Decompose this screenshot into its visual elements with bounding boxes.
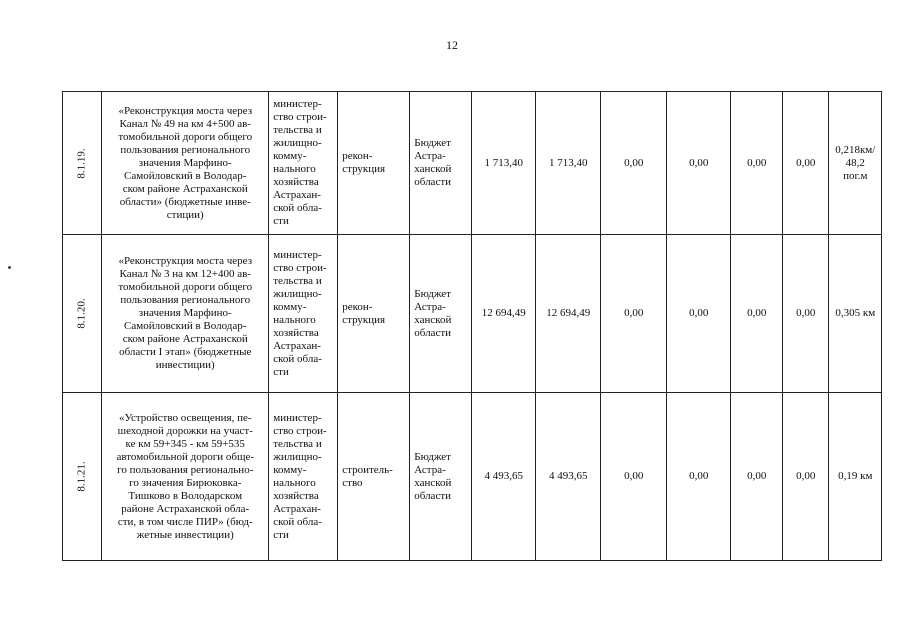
- organization-cell-line: нального: [273, 476, 316, 489]
- project-name-cell-line: томобильной дороги общего: [118, 130, 253, 143]
- work-type-cell-line: струкция: [342, 163, 386, 175]
- amount-zero-cell: 0,00: [783, 393, 829, 561]
- organization-cell-line: министер-: [273, 98, 322, 110]
- table-row: [63, 235, 882, 393]
- capacity-cell-line: пог.м: [843, 169, 868, 182]
- amount-year-cell: 1 713,40: [536, 92, 601, 235]
- project-name-cell: [102, 393, 269, 561]
- funding-source-cell-line: ханской: [414, 313, 452, 326]
- organization-cell-line: жилищно-: [273, 137, 322, 149]
- organization-cell-line: министер-: [273, 248, 322, 261]
- project-name-cell-line: стиции): [166, 208, 204, 221]
- capacity-cell-line: 0,305 км: [835, 307, 876, 319]
- table-row: [63, 393, 882, 561]
- amount-year-cell: 4 493,65: [536, 393, 601, 561]
- funding-source-cell-line: Бюджет: [414, 450, 451, 463]
- project-name-cell-line: шеходной дорожки на участ-: [117, 424, 253, 437]
- project-name-cell-line: томобильной дороги общего: [118, 281, 253, 293]
- work-type-cell: [338, 393, 410, 561]
- work-type-cell-line: строитель-: [342, 463, 393, 476]
- organization-cell-line: жилищно-: [273, 287, 322, 300]
- project-name-cell-line: области I этап» (бюджетные: [119, 346, 252, 358]
- organization-cell-line: ство строи-: [273, 111, 327, 123]
- project-name-cell-line: «Реконструкция моста через: [118, 255, 253, 267]
- work-type-cell: [338, 92, 410, 235]
- project-name-cell-line: пользования регионального: [120, 143, 251, 156]
- funding-source-cell-line: области: [414, 326, 452, 339]
- organization-cell-line: ство строи-: [273, 261, 327, 274]
- row-number: 8.1.19.: [75, 147, 88, 179]
- organization-cell-line: ство строи-: [273, 424, 327, 437]
- organization-cell-line: хозяйства: [273, 176, 319, 188]
- project-name-cell-line: Канал № 49 на км 4+500 ав-: [119, 117, 251, 130]
- project-name-cell-line: Самойловский в Володар-: [124, 320, 247, 332]
- organization-cell-line: тельства и: [273, 437, 322, 450]
- project-name-cell-line: жетные инвестиции): [136, 528, 234, 541]
- project-name-cell-line: ском районе Астраханской: [122, 182, 248, 195]
- funding-source-cell: [410, 235, 472, 393]
- organization-cell-line: нального: [273, 163, 316, 175]
- organization-cell-line: Астрахан-: [273, 502, 321, 515]
- project-name-cell-line: Канал № 3 на км 12+400 ав-: [119, 268, 251, 280]
- row-number: 8.1.20.: [75, 298, 88, 329]
- capacity-cell: [829, 393, 882, 561]
- organization-cell: [269, 393, 338, 561]
- amount-zero-cell: 0,00: [731, 92, 783, 235]
- funding-source-cell-line: Бюджет: [414, 137, 451, 149]
- amount-total-cell: 1 713,40: [472, 92, 536, 235]
- project-name-cell-line: «Устройство освещения, пе-: [118, 411, 252, 424]
- project-name-cell: [102, 92, 269, 235]
- work-type-cell-line: струкция: [342, 313, 386, 326]
- work-type-cell-line: рекон-: [342, 300, 373, 313]
- amount-year-cell: 12 694,49: [536, 235, 601, 393]
- organization-cell-line: сти: [273, 215, 289, 227]
- capacity-cell-line: 0,218км/: [835, 143, 876, 156]
- organization-cell-line: тельства и: [273, 274, 322, 287]
- organization-cell-line: сти: [273, 528, 289, 541]
- project-name-cell-line: ском районе Астраханской: [122, 333, 248, 345]
- project-name-cell: [102, 235, 269, 393]
- amount-zero-cell: 0,00: [601, 393, 667, 561]
- capacity-cell-line: 48,2: [845, 156, 865, 169]
- organization-cell: [269, 92, 338, 235]
- funding-source-cell-line: Астра-: [414, 300, 446, 313]
- funding-source-cell-line: ханской: [414, 476, 452, 489]
- organization-cell-line: ской обла-: [273, 352, 322, 365]
- amount-total-cell: 4 493,65: [472, 393, 536, 561]
- organization-cell-line: ской обла-: [273, 202, 322, 214]
- project-name-cell-line: инвестиции): [155, 359, 215, 371]
- organization-cell-line: министер-: [273, 411, 322, 424]
- investment-table: [62, 91, 882, 561]
- organization-cell-line: жилищно-: [273, 450, 322, 463]
- project-name-cell-line: Тишково в Володарском: [128, 489, 243, 502]
- project-name-cell-line: сти, в том числе ПИР» (бюд-: [117, 515, 253, 528]
- project-name-cell-line: районе Астраханской обла-: [121, 502, 250, 515]
- project-name-cell-line: го значения Бирюковка-: [129, 476, 242, 489]
- page-number: 12: [446, 38, 458, 52]
- amount-zero-cell: 0,00: [731, 235, 783, 393]
- funding-source-cell-line: ханской: [414, 163, 452, 175]
- organization-cell-line: комму-: [273, 150, 307, 162]
- funding-source-cell-line: Астра-: [414, 463, 446, 476]
- work-type-cell: [338, 235, 410, 393]
- amount-zero-cell: 0,00: [783, 92, 829, 235]
- funding-source-cell-line: области: [414, 176, 452, 188]
- project-name-cell-line: значения Марфино-: [138, 156, 232, 169]
- row-number: 8.1.21.: [75, 461, 88, 492]
- organization-cell-line: Астрахан-: [273, 339, 321, 352]
- work-type-cell-line: ство: [342, 476, 363, 489]
- project-name-cell-line: значения Марфино-: [138, 307, 232, 319]
- capacity-cell-line: 0,19 км: [838, 470, 873, 482]
- organization-cell-line: Астрахан-: [273, 189, 321, 201]
- organization-cell-line: хозяйства: [273, 326, 319, 339]
- funding-source-cell-line: Бюджет: [414, 287, 451, 300]
- project-name-cell-line: го пользования регионально-: [117, 463, 254, 476]
- project-name-cell-line: области» (бюджетные инве-: [119, 195, 251, 208]
- organization-cell-line: нального: [273, 313, 316, 326]
- amount-zero-cell: 0,00: [731, 393, 783, 561]
- amount-total-cell: 12 694,49: [472, 235, 536, 393]
- organization-cell-line: тельства и: [273, 124, 322, 136]
- table-row: [63, 92, 882, 235]
- organization-cell-line: сти: [273, 365, 289, 378]
- capacity-cell: [829, 92, 882, 235]
- funding-source-cell: [410, 92, 472, 235]
- organization-cell-line: комму-: [273, 463, 307, 476]
- capacity-cell: [829, 235, 882, 393]
- scan-speck: [8, 266, 11, 269]
- row-number-cell: [63, 92, 102, 235]
- amount-zero-cell: 0,00: [601, 92, 667, 235]
- project-name-cell-line: «Реконструкция моста через: [118, 104, 253, 117]
- work-type-cell-line: рекон-: [342, 150, 373, 162]
- project-name-cell-line: Самойловский в Володар-: [124, 169, 247, 182]
- funding-source-cell-line: Астра-: [414, 150, 446, 162]
- amount-zero-cell: 0,00: [667, 92, 731, 235]
- organization-cell-line: хозяйства: [273, 489, 319, 502]
- project-name-cell-line: ке км 59+345 - км 59+535: [125, 437, 245, 450]
- funding-source-cell-line: области: [414, 489, 452, 502]
- amount-zero-cell: 0,00: [667, 393, 731, 561]
- amount-zero-cell: 0,00: [667, 235, 731, 393]
- funding-source-cell: [410, 393, 472, 561]
- organization-cell: [269, 235, 338, 393]
- row-number-cell: [63, 393, 102, 561]
- organization-cell-line: ской обла-: [273, 515, 322, 528]
- project-name-cell-line: автомобильной дороги обще-: [116, 450, 255, 463]
- project-name-cell-line: пользования регионального: [120, 294, 251, 306]
- amount-zero-cell: 0,00: [783, 235, 829, 393]
- organization-cell-line: комму-: [273, 300, 307, 313]
- amount-zero-cell: 0,00: [601, 235, 667, 393]
- row-number-cell: [63, 235, 102, 393]
